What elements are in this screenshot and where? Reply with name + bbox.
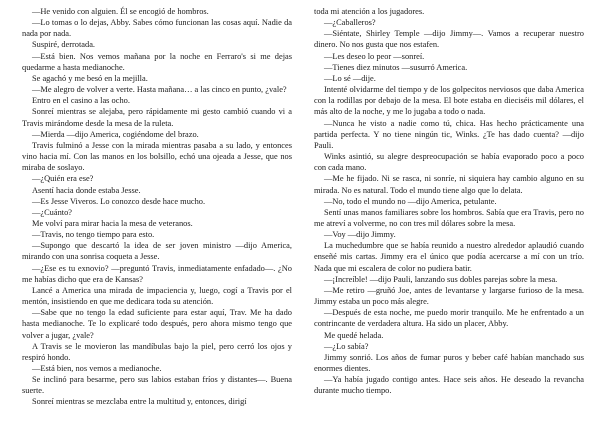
paragraph: Se agachó y me besó en la mejilla. [32, 73, 148, 83]
paragraph: —Nunca he visto a nadie como tú, chica. Has hecho prácticamente una partida perfecta. Y no tiene ningún tic, Winks. ¿Te has dado cuenta? —dijo Pauli. [314, 118, 584, 150]
paragraph: —Mierda —dijo America, cogiéndome del brazo. [32, 129, 199, 139]
paragraph: —¡Increíble! —dijo Pauli, lanzando sus dobles parejas sobre la mesa. [324, 274, 558, 284]
paragraph: Jimmy sonrió. Los años de fumar puros y beber café habían manchado sus enormes dientes. [314, 352, 584, 373]
paragraph: —Me retiro —gruñó Joe, antes de levantarse y largarse furioso de la mesa. Jimmy estaba un poco más alegre. [314, 285, 584, 307]
paragraph: —Está bien, nos vemos a medianoche. [32, 364, 162, 373]
paragraph: Sonreí mientras se alejaba, pero rápidamente mi gesto cambió cuando vi a Travis mirándome desde la mesa de la ruleta. [22, 107, 292, 128]
paragraph: Sentí unas manos familiares sobre los hombros. Sabía que era Travis, pero no me atreví a volverme, no con tres mil dólares sobre la mesa. [314, 207, 584, 228]
paragraph: —¿Lo sabía? [324, 341, 369, 351]
paragraph: —Lo tomas o lo dejas, Abby. Sabes cómo funcionan las cosas aquí. Nadie da nada por nada. [22, 18, 292, 39]
paragraph: —Me alegro de volver a verte. Hasta mañana… a las cinco en punto, ¿vale? [32, 85, 287, 95]
paragraph: —¿Ese es tu exnovio? —preguntó Travis, inmediatamente enfadado—. ¿No me habías dicho que era de Kansas? [22, 263, 292, 284]
paragraph: Sonreí mientras se mezclaba entre la multitud y, entonces, dirigí [32, 397, 247, 407]
paragraph: —Tienes diez minutos —susurró America. [324, 62, 468, 72]
paragraph: —Me he fijado. Ni se rasca, ni sonríe, ni siquiera hay cambio alguno en su mirada. No es natural. Todo el mundo tiene algo que lo delata. [314, 174, 584, 195]
paragraph: Suspiré, derrotada. [32, 40, 96, 50]
paragraph: —Lo sé —dije. [324, 73, 376, 83]
paragraph: Me quedé helada. [324, 330, 384, 340]
paragraph: Entro en el casino a las ocho. [32, 96, 130, 106]
paragraph: —Está bien. Nos vemos mañana por la noche en Ferraro's si me dejas quedarme a hasta medianoche. [22, 51, 292, 72]
paragraph: Winks asintió, su alegre despreocupación se había evaporado poco a poco con cada mano. [314, 152, 584, 173]
paragraph: La muchedumbre que se había reunido a nuestro alrededor aplaudió cuando enseñé mis cartas. Jimmy era el único que podía acercarse a mí con un trío. Nada que mi escalera de color no pudiera batir. [314, 241, 584, 273]
paragraph: —Supongo que descartó la idea de ser joven ministro —dijo America, mirando con una sonrisa coqueta a Jesse. [22, 241, 292, 262]
right-page [314, 6, 584, 396]
paragraph: —Después de esta noche, me puedo morir tranquilo. Me he enfrentado a un contrincante de verdadera altura. Ha sido un placer, Abby. [314, 308, 584, 329]
paragraph: —No, todo el mundo no —dijo America, petulante. [324, 196, 497, 206]
paragraph: —¿Caballeros? [324, 18, 376, 28]
paragraph: —Ya había jugado contigo antes. Hace seis años. He deseado la revancha durante mucho tiempo. [314, 375, 584, 396]
paragraph: Me volví para mirar hacia la mesa de veteranos. [32, 218, 193, 228]
paragraph: Travis fulminó a Jesse con la mirada mientras pasaba a su lado, y entonces vino hacia mí. Con las manos en los bolsillo, echó una ojeada a Jesse, que nos miraba de soslayo. [22, 140, 292, 173]
paragraph: —Siéntate, Shirley Temple —dijo Jimmy—. Vamos a recuperar nuestro dinero. No nos gusta que nos estafen. [314, 29, 584, 50]
paragraph: Intenté olvidarme del tiempo y de los golpecitos nerviosos que daba America con la rodillas por debajo de la mesa. El bote estaba en dieciséis mil dólares, el más alto de la noche, y me lo jugaba a todo o nada. [314, 85, 584, 117]
paragraph: Se inclinó para besarme, pero sus labios estaban fríos y distantes—. Buena suerte. [22, 375, 292, 396]
paragraph: —¿Cuánto? [32, 207, 73, 217]
paragraph: —Travis, no tengo tiempo para esto. [32, 230, 155, 240]
paragraph: —Sabe que no tengo la edad suficiente para estar aquí, Trav. Me ha dado hasta medianoche. Te lo explicaré todo después, pero ahora mismo tengo que volver a jugar, ¿vale? [22, 308, 292, 340]
paragraph: —Voy —dijo Jimmy. [324, 230, 396, 240]
paragraph: Lancé a America una mirada de impaciencia y, luego, cogí a Travis por el mentón, insistiendo en que me dedicara toda su atención. [22, 285, 292, 307]
paragraph: —Es Jesse Viveros. Lo conozco desde hace mucho. [32, 196, 206, 206]
paragraph: toda mi atención a los jugadores. [314, 7, 425, 16]
paragraph: —Les deseo lo peor —sonreí. [324, 51, 425, 61]
left-page [22, 6, 292, 408]
paragraph: A Travis se le movieron las mandíbulas bajo la piel, pero cerró los ojos y respiró hondo. [22, 341, 292, 362]
paragraph: —¿Quién era ese? [32, 174, 94, 184]
paragraph: —He venido con alguien. Él se encogió de hombros. [32, 7, 209, 16]
paragraph: Asentí hacia donde estaba Jesse. [32, 185, 141, 195]
